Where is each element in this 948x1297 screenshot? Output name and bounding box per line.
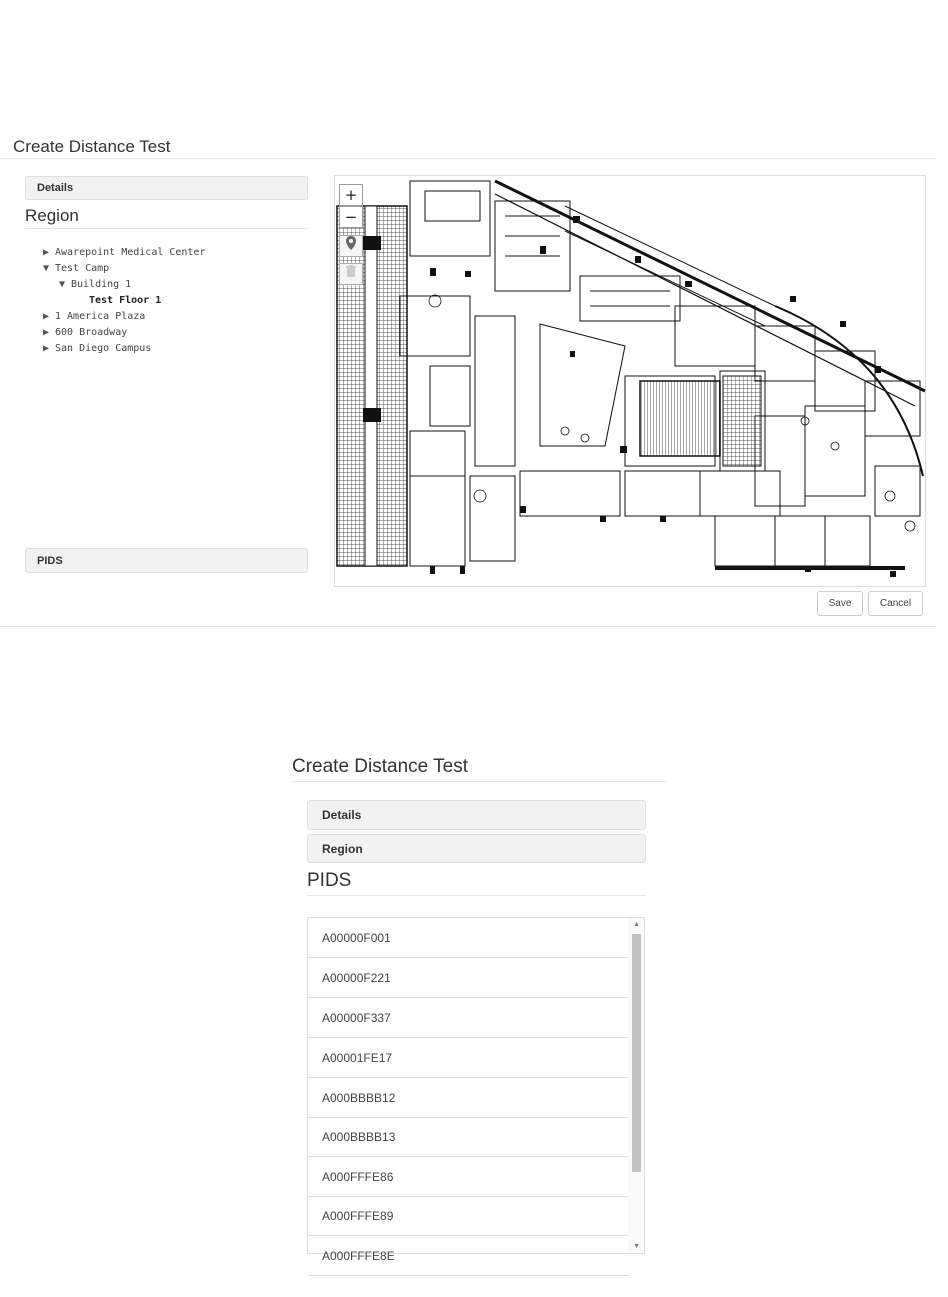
floor-plan-map[interactable] — [334, 175, 926, 587]
details-accordion-header[interactable]: Details — [307, 800, 646, 830]
dialog-bottom-divider — [0, 626, 936, 627]
title-divider — [292, 781, 666, 782]
details-accordion-header[interactable]: Details — [25, 176, 308, 200]
region-section-title: Region — [25, 206, 79, 225]
list-item[interactable]: A00000F221 — [308, 958, 629, 998]
scrollbar-thumb[interactable] — [632, 934, 641, 1172]
list-item[interactable]: A000BBBB12 — [308, 1078, 629, 1118]
title-divider — [0, 158, 936, 159]
expanded-icon[interactable]: ▼ — [59, 279, 66, 290]
floor-plan-drawing — [335, 176, 925, 586]
page-title: Create Distance Test — [292, 756, 469, 777]
tree-node-san-diego-campus[interactable]: ▶ San Diego Campus — [43, 343, 152, 354]
region-accordion-header[interactable]: Region — [307, 834, 646, 863]
pids-divider — [307, 895, 646, 896]
trash-icon[interactable] — [339, 263, 363, 285]
list-item[interactable]: A000FFFE8E — [308, 1236, 629, 1276]
region-divider — [25, 228, 308, 229]
tree-node-600-broadway[interactable]: ▶ 600 Broadway — [43, 327, 128, 338]
tree-node-test-floor-1[interactable]: Test Floor 1 — [89, 295, 162, 306]
collapsed-icon[interactable]: ▶ — [43, 247, 50, 258]
tree-node-test-camp[interactable]: ▼ Test Camp — [43, 263, 110, 274]
map-marker-icon[interactable] — [339, 235, 363, 257]
list-item[interactable]: A000FFFE86 — [308, 1157, 629, 1197]
scroll-up-icon[interactable]: ▲ — [633, 921, 640, 928]
pids-accordion-header[interactable]: PIDS — [25, 548, 308, 573]
zoom-out-button[interactable]: − — [339, 206, 363, 228]
list-item[interactable]: A000BBBB13 — [308, 1117, 629, 1157]
pids-list[interactable] — [307, 917, 645, 1263]
list-item[interactable]: A00000F337 — [308, 998, 629, 1038]
save-button[interactable]: Save — [817, 591, 863, 616]
tree-node-awarepoint[interactable]: ▶ Awarepoint Medical Center — [43, 247, 206, 258]
list-item[interactable]: A00000F001 — [308, 918, 629, 958]
collapsed-icon[interactable]: ▶ — [43, 311, 50, 322]
page-title: Create Distance Test — [13, 137, 171, 156]
expanded-icon[interactable]: ▼ — [43, 263, 50, 274]
zoom-in-button[interactable]: + — [339, 184, 363, 206]
list-item[interactable]: A00001FE17 — [308, 1038, 629, 1078]
scroll-down-icon[interactable]: ▼ — [633, 1243, 640, 1250]
collapsed-icon[interactable]: ▶ — [43, 343, 50, 354]
tree-node-building-1[interactable]: ▼ Building 1 — [59, 279, 132, 290]
cancel-button[interactable]: Cancel — [868, 591, 923, 616]
tree-node-1-america-plaza[interactable]: ▶ 1 America Plaza — [43, 311, 146, 322]
pids-section-title: PIDS — [307, 870, 352, 891]
list-item[interactable]: A000FFFE89 — [308, 1196, 629, 1236]
scrollbar[interactable] — [628, 918, 644, 1253]
collapsed-icon[interactable]: ▶ — [43, 327, 50, 338]
